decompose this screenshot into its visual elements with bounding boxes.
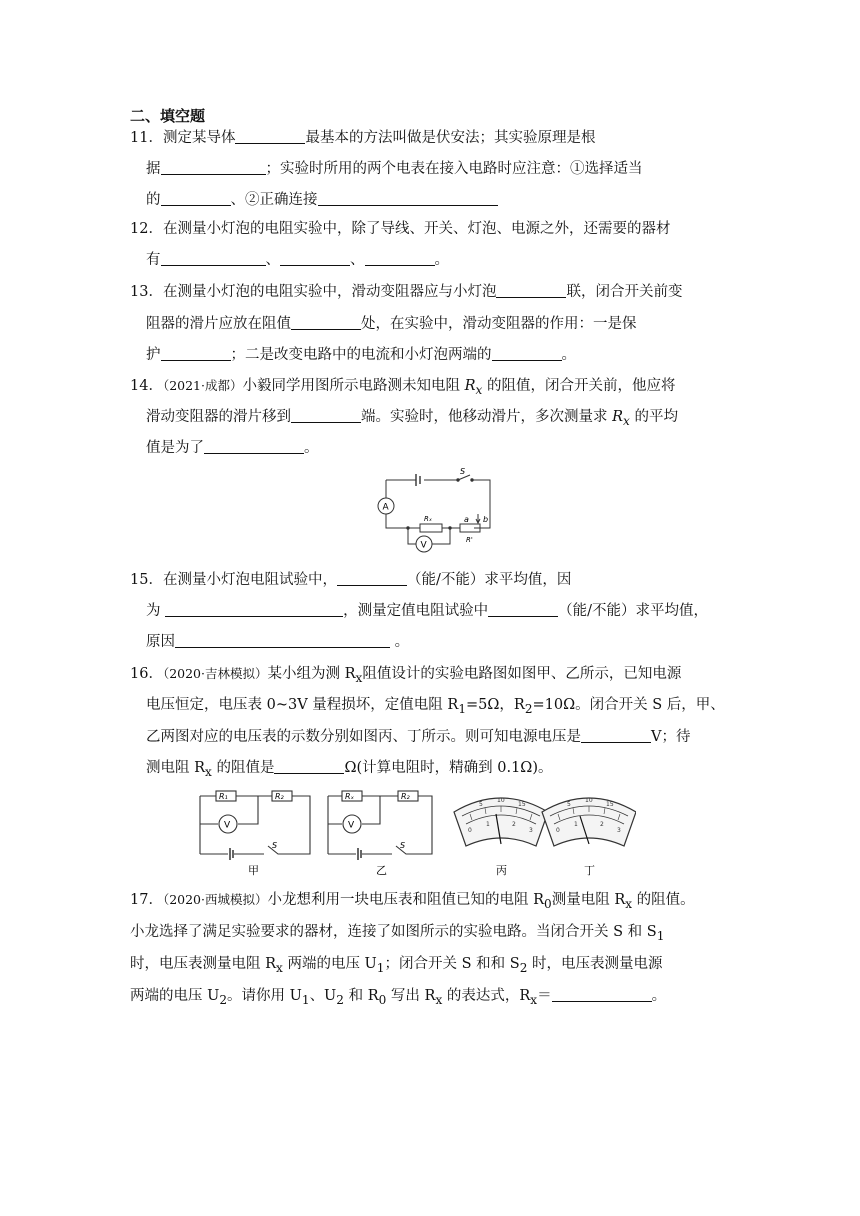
svg-text:10: 10 [497,797,505,804]
svg-text:S: S [400,841,406,850]
q14-line-3: 值是为了 。 [146,440,319,456]
answer-blank[interactable] [175,632,390,648]
svg-text:V: V [224,820,231,831]
answer-blank[interactable] [488,601,558,617]
rheostat-label: R' [466,536,473,544]
switch-label: S [460,467,466,476]
caption-bing: 丙 [496,864,507,877]
svg-text:5: 5 [567,801,571,808]
svg-text:10: 10 [585,797,593,804]
svg-text:R₁: R₁ [219,792,228,801]
q16-line-2: 电压恒定，电压表 0~3V 量程损坏，定值电阻 $R_1=5\Omega$，$R_2=10\Omega$。闭合开关 S 后，甲、 [146,697,725,716]
q14-line-2: 滑动变阻器的滑片移到 端。实验时，他移动滑片，多次测量求 $R_x$ 的平均 [146,409,678,428]
answer-blank[interactable] [161,190,231,206]
q15-line-2: 为 ，测量定值电阻试验中 （能/不能）求平均值， [146,603,708,619]
svg-text:15: 15 [518,801,526,808]
point-b-label: b [483,515,489,524]
q12-line-1: 12．在测量小灯泡的电阻实验中，除了导线、开关、灯泡、电源之外，还需要的器材 [130,221,671,237]
svg-text:1: 1 [574,821,578,828]
meter-bing [454,797,548,846]
section-title: 二、填空题 [130,107,206,125]
question-number: 11． [130,130,163,146]
q14-circuit-diagram [372,466,502,560]
caption-ding: 丁 [584,864,595,877]
q16-line-1: 16．（2020·吉林模拟）某小组为测 $R_x$阻值设计的实验电路图如图甲、乙所示，已知电源 [130,666,682,685]
q11-line-2: 据 ；实验时所用的两个电表在接入电路时应注意：①选择适当 [146,161,643,177]
q11-line-1: 11．测定某导体 最基本的方法叫做是伏安法；其实验原理是根 [130,130,596,146]
question-number: 12． [130,221,163,237]
q17-line-3: 时，电压表测量电阻 $R_x$ 两端的电压 $U_1$；闭合开关 S 和和 $S_2$ 时，电压表测量电源 [130,956,663,975]
svg-text:R₂: R₂ [275,792,284,801]
caption-yi: 乙 [376,864,387,877]
answer-blank[interactable] [161,250,266,266]
q11-line-3: 的 、②正确连接 [146,190,498,210]
circuit-yi [328,791,432,860]
q15-line-1: 15．在测量小灯泡电阻试验中， （能/不能）求平均值，因 [130,572,572,588]
caption-jia: 甲 [248,864,259,877]
question-source: （2020·西城模拟） [162,892,268,907]
q12-line-2: 有 、 、 。 [146,252,449,268]
q16-line-3: 乙两图对应的电压表的示数分别如图丙、丁所示。则可知电源电压是 V；待 [146,729,691,745]
q17-line-4: 两端的电压 $U_2$。请你用 $U_1$、$U_2$ 和 $R_0$ 写出 $R_x$ 的表达式，$R_x=$ 。 [130,988,667,1007]
q16-line-4: 测电阻 $R_x$ 的阻值是 Ω(计算电阻时，精确到 0.1Ω)。 [146,760,553,779]
meter-ding [542,797,636,846]
ammeter-label: A [382,502,389,513]
svg-text:R₂: R₂ [401,792,410,801]
svg-text:3: 3 [617,827,621,834]
answer-blank[interactable] [365,250,435,266]
svg-text:5: 5 [479,801,483,808]
question-source: （2021·成都） [162,378,243,393]
circuit-jia [200,791,310,860]
answer-blank[interactable] [552,986,652,1002]
question-number: 16． [130,666,163,682]
question-number: 17． [130,892,163,908]
answer-blank[interactable] [161,159,266,175]
rx-label: Rₓ [424,515,432,523]
svg-text:15: 15 [606,801,614,808]
voltmeter-label: V [420,540,427,551]
q13-line-3: 护 ；二是改变电路中的电流和小灯泡两端的 。 [146,347,576,363]
answer-blank[interactable] [492,345,562,361]
answer-blank[interactable] [291,407,361,423]
answer-blank[interactable] [204,438,304,454]
answer-blank[interactable] [337,570,407,586]
svg-text:V: V [348,820,355,831]
q17-line-1: 17．（2020·西城模拟）小龙想利用一块电压表和阻值已知的电阻 $R_0$测量电阻 $R_x$ 的阻值。 [130,892,695,911]
q17-line-2: 小龙选择了满足实验要求的器材，连接了如图所示的实验电路。当闭合开关 S 和 $S_1$ [130,924,665,943]
figures-svg [196,786,636,878]
q16-figures [196,786,636,882]
svg-text:0: 0 [556,827,560,834]
svg-text:0: 0 [468,827,472,834]
svg-text:1: 1 [486,821,490,828]
answer-blank[interactable] [165,601,343,617]
q13-line-2: 阻器的滑片应放在阻值 处，在实验中，滑动变阻器的作用：一是保 [146,316,637,332]
answer-blank[interactable] [291,314,361,330]
answer-blank[interactable] [280,250,350,266]
svg-text:3: 3 [529,827,533,834]
answer-blank[interactable] [581,727,651,743]
svg-text:2: 2 [512,821,516,828]
circuit-svg [372,466,502,556]
answer-blank[interactable] [496,282,566,298]
svg-text:S: S [272,841,278,850]
svg-text:Rₓ: Rₓ [345,792,355,801]
answer-blank[interactable] [161,345,231,361]
answer-blank[interactable] [318,190,498,206]
answer-blank[interactable] [274,758,344,774]
question-source: （2020·吉林模拟） [162,666,268,681]
question-number: 14． [130,378,163,394]
q15-line-3: 原因 。 [146,634,410,650]
answer-blank[interactable] [235,128,305,144]
q14-line-1: 14．（2021·成都）小毅同学用图所示电路测未知电阻 $R_x$ 的阻值，闭合开关前，他应将 [130,378,676,397]
point-a-label: a [464,515,469,524]
resistor-rx-icon [420,524,442,532]
q13-line-1: 13．在测量小灯泡的电阻实验中，滑动变阻器应与小灯泡 联，闭合开关前变 [130,284,683,300]
svg-text:2: 2 [600,821,604,828]
question-number: 15． [130,572,163,588]
question-number: 13． [130,284,163,300]
